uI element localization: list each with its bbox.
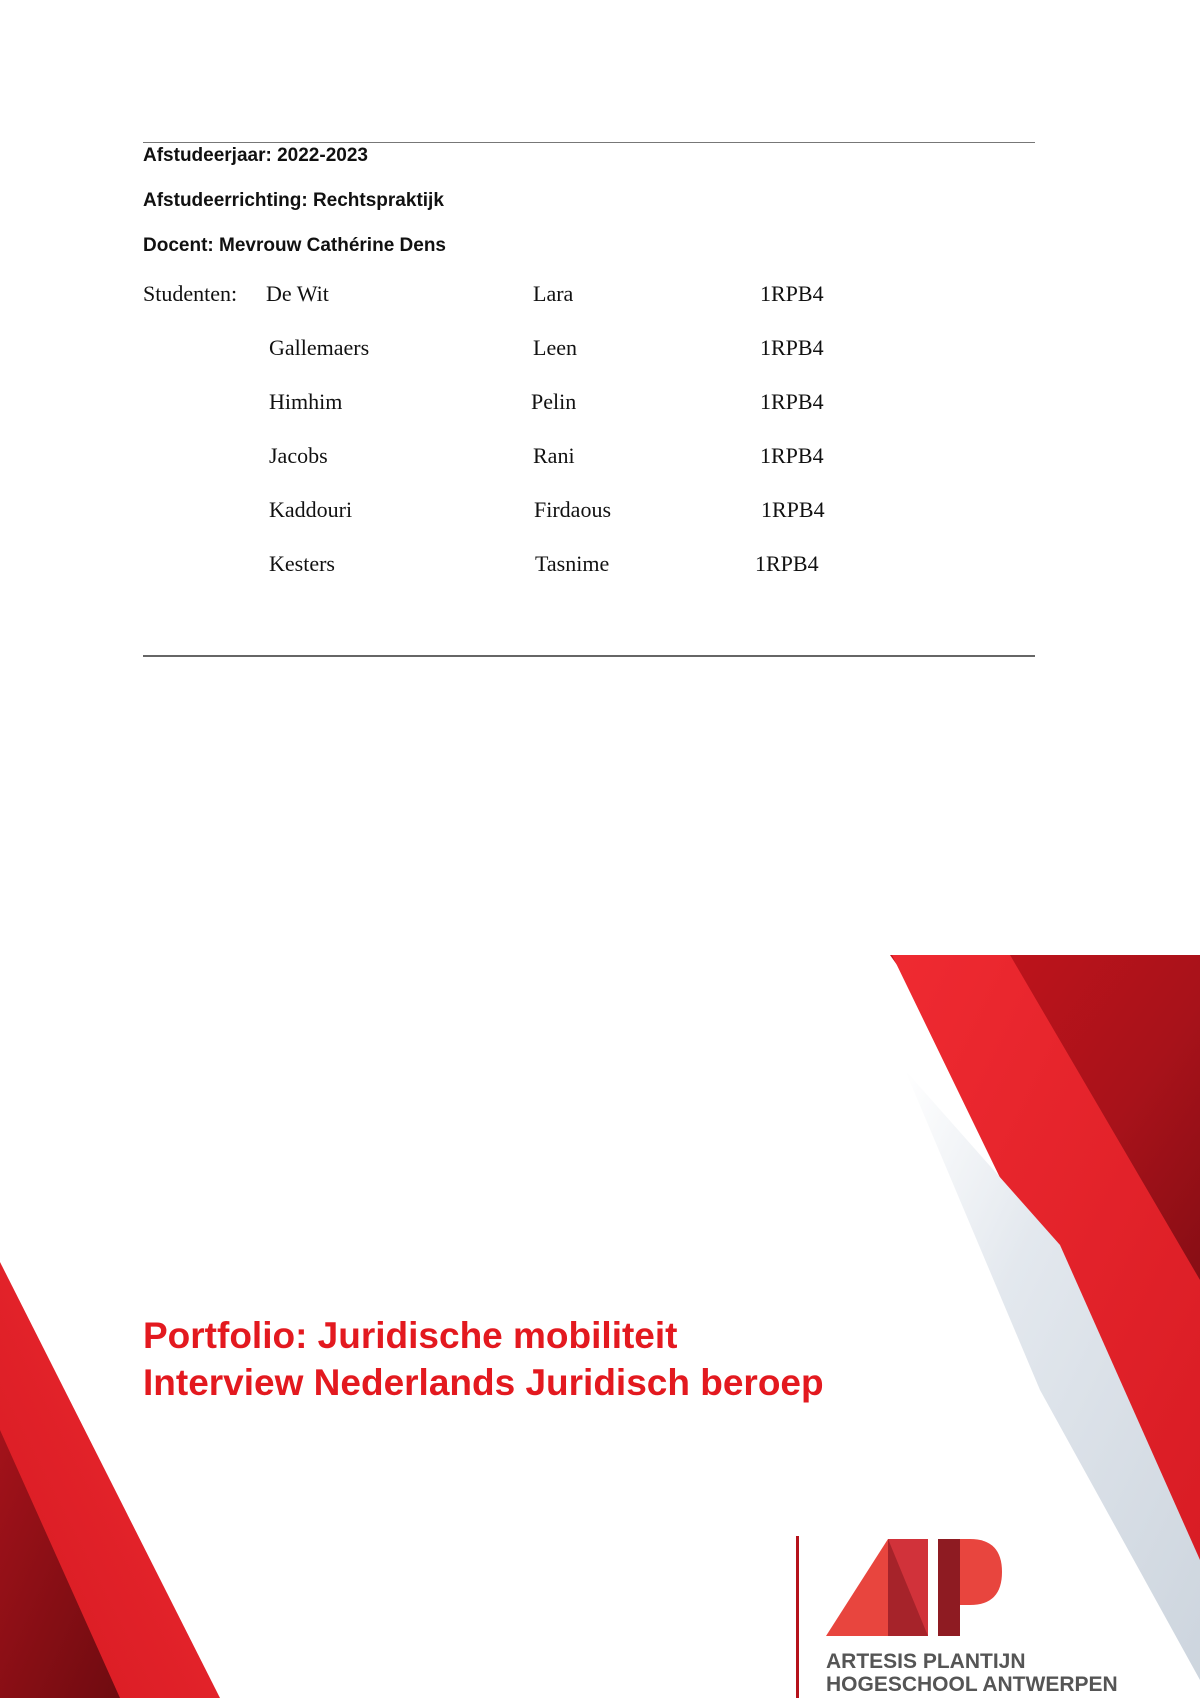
student-class: 1RPB4 xyxy=(760,389,824,414)
student-first-name: Rani xyxy=(533,443,575,468)
logo-line-1: ARTESIS PLANTIJN xyxy=(826,1650,1026,1673)
school-logo xyxy=(796,1536,1136,1698)
document-title xyxy=(143,1312,824,1406)
student-last-name: Jacobs xyxy=(269,443,328,468)
student-class: 1RPB4 xyxy=(755,551,819,576)
title-line-1: Portfolio: Juridische mobiliteit xyxy=(143,1315,678,1356)
graduation-year: Afstudeerjaar: 2022-2023 xyxy=(143,145,368,166)
teacher-name: Docent: Mevrouw Cathérine Dens xyxy=(143,235,446,256)
study-direction: Afstudeerrichting: Rechtspraktijk xyxy=(143,190,444,211)
student-last-name: Gallemaers xyxy=(269,335,370,360)
student-class: 1RPB4 xyxy=(760,443,824,468)
student-first-name: Firdaous xyxy=(534,497,611,522)
student-class: 1RPB4 xyxy=(760,335,824,360)
student-last-name: Kaddouri xyxy=(269,497,353,522)
student-last-name: Kesters xyxy=(269,551,335,576)
student-last-name: Himhim xyxy=(269,389,343,414)
student-first-name: Leen xyxy=(533,335,577,360)
student-class: 1RPB4 xyxy=(760,281,824,306)
student-first-name: Lara xyxy=(533,281,574,306)
student-class: 1RPB4 xyxy=(761,497,825,522)
student-last-name: De Wit xyxy=(266,281,329,306)
student-first-name: Pelin xyxy=(531,389,577,414)
logo-divider xyxy=(796,1536,799,1698)
students-label: Studenten: xyxy=(143,281,238,306)
logo-line-2: HOGESCHOOL ANTWERPEN xyxy=(826,1673,1118,1696)
student-first-name: Tasnime xyxy=(535,551,610,576)
title-line-2: Interview Nederlands Juridisch beroep xyxy=(143,1362,824,1403)
logo-text xyxy=(826,1650,1118,1696)
